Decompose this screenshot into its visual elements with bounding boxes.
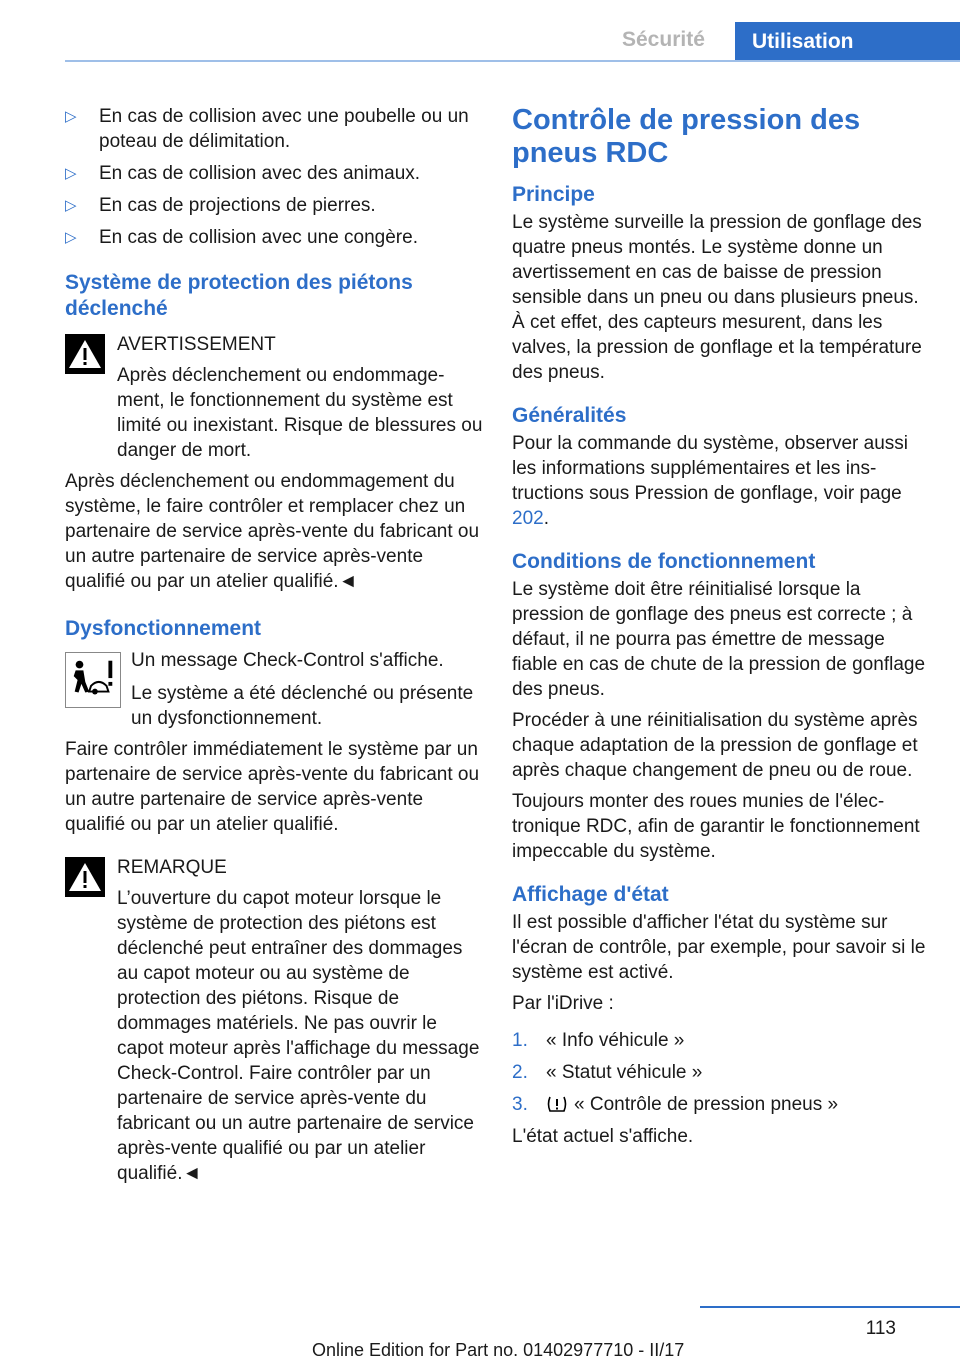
section-title-malfunction: Dysfonctionnement	[65, 617, 262, 640]
warning-triangle-icon	[65, 857, 105, 897]
page-number: 113	[865, 1318, 896, 1339]
header-divider	[65, 60, 960, 62]
paragraph: Il est possible d'afficher l'état du système sur l'écran de contrôle, par exemple, pour savoir si le système est activé.	[512, 912, 926, 983]
page-header	[0, 0, 960, 62]
paragraph: Pour la commande du système, observer aussi les informations supplémentaires et les instructions sous Pression de gonflage, voir page 202.	[512, 433, 909, 529]
section-title-conditions: Conditions de fonctionnement	[512, 550, 816, 573]
pedestrian-protection-icon	[65, 652, 121, 708]
paragraph: Après déclenchement ou endommagement du système, le faire contrôler et remplacer chez un partenaire de service après-vente du fabricant ou un autre partenaire de service après-vente qualifié ou par un atelier qualifié.◄	[65, 471, 480, 592]
list-item: 2. « Statut véhicule »	[512, 1062, 703, 1083]
paragraph: Le système doit être réinitialisé lorsque la pression de gonflage des pneus est correcte ; à défaut, il ne pourra pas émettre de message fiable en cas de chute de la pression de gonflage des pneus.	[512, 579, 926, 700]
malfunction-line-2: Le système a été déclenché ou présente un dysfonctionnement.	[131, 683, 474, 729]
edition-text: Online Edition for Part no. 01402977710 - II/17	[312, 1340, 685, 1360]
section-title-generalites: Généralités	[512, 404, 627, 427]
malfunction-line-1: Un message Check-Control s'affiche.	[131, 650, 444, 671]
footer-divider	[700, 1306, 960, 1308]
paragraph: Faire contrôler immédiatement le système par un partenaire de service après-vente du fabricant ou un autre partenaire de service après-vente qualifié ou par un atelier qualifié.	[65, 739, 480, 835]
tab-utilisation[interactable]: Utilisation	[735, 22, 960, 62]
triangle-bullet-icon: ▷	[65, 197, 77, 214]
list-item: ▷ En cas de collision avec une congère.	[65, 227, 418, 248]
warning-triangle-icon	[65, 334, 105, 374]
section-title-affichage: Affichage d'état	[512, 883, 669, 906]
left-column	[65, 104, 483, 1186]
section-title-pedestrian-protection: Système de protection des piétons déclenché	[65, 271, 413, 320]
right-column	[512, 104, 930, 1155]
paragraph: Par l'iDrive :	[512, 993, 614, 1014]
steps-list	[512, 1028, 930, 1117]
notice-block	[65, 855, 483, 1186]
warning-block	[65, 332, 483, 463]
list-item: 1. « Info véhicule »	[512, 1030, 685, 1051]
notice-text: L’ouverture du capot moteur lorsque le système de protection des piétons est déclenché peut entraîner des dommages au capot moteur ou au système de protection des piétons. Risque de dommages matériels. Ne pas ouvrir le capot moteur après l'affichage du message Check-Control. Faire contrôler par un partenaire de service après-vente du fabricant ou un autre partenaire de service après-vente qualifié ou par un atelier qualifié.◄	[117, 888, 480, 1184]
warning-title: AVERTISSEMENT	[117, 334, 276, 355]
triangle-bullet-icon: ▷	[65, 229, 77, 246]
section-title-principe: Principe	[512, 183, 595, 206]
bullet-list	[65, 104, 483, 250]
list-item: ▷ En cas de projections de pierres.	[65, 195, 376, 216]
main-title: Contrôle de pression des pneus RDC	[512, 104, 861, 169]
paragraph: L'état actuel s'affiche.	[512, 1126, 694, 1147]
list-item: 3. « Contrôle de pression pneus »	[512, 1094, 839, 1115]
malfunction-block	[65, 648, 483, 731]
warning-text-start: Après déclenchement ou endommagement, le fonctionnement du système est limité ou inexistant. Risque de blessures ou danger de mort.	[117, 365, 483, 461]
page-link[interactable]: 202	[512, 508, 544, 529]
list-item: ▷ En cas de collision avec des animaux.	[65, 163, 421, 184]
paragraph: Toujours monter des roues munies de l'électronique RDC, afin de garantir le fonctionnement impeccable du système.	[512, 791, 920, 862]
triangle-bullet-icon: ▷	[65, 165, 77, 182]
notice-title: REMARQUE	[117, 857, 227, 878]
paragraph: Procéder à une réinitialisation du système après chaque adaptation de la pression de gonflage et après chaque changement de pneu ou de roue.	[512, 710, 918, 781]
list-item: ▷ En cas de collision avec une poubelle ou un poteau de délimitation.	[65, 106, 469, 152]
paragraph: Le système surveille la pression de gonflage des quatre pneus montés. Le système donne un avertissement en cas de baisse de pression sensible dans un pneu ou dans plusieurs pneus. À cet effet, des capteurs mesurent, dans les valves, la pression de gonflage et la température des pneus.	[512, 212, 922, 383]
tab-securite[interactable]: Sécurité	[622, 28, 705, 51]
tire-pressure-icon	[546, 1095, 568, 1113]
triangle-bullet-icon: ▷	[65, 108, 77, 125]
